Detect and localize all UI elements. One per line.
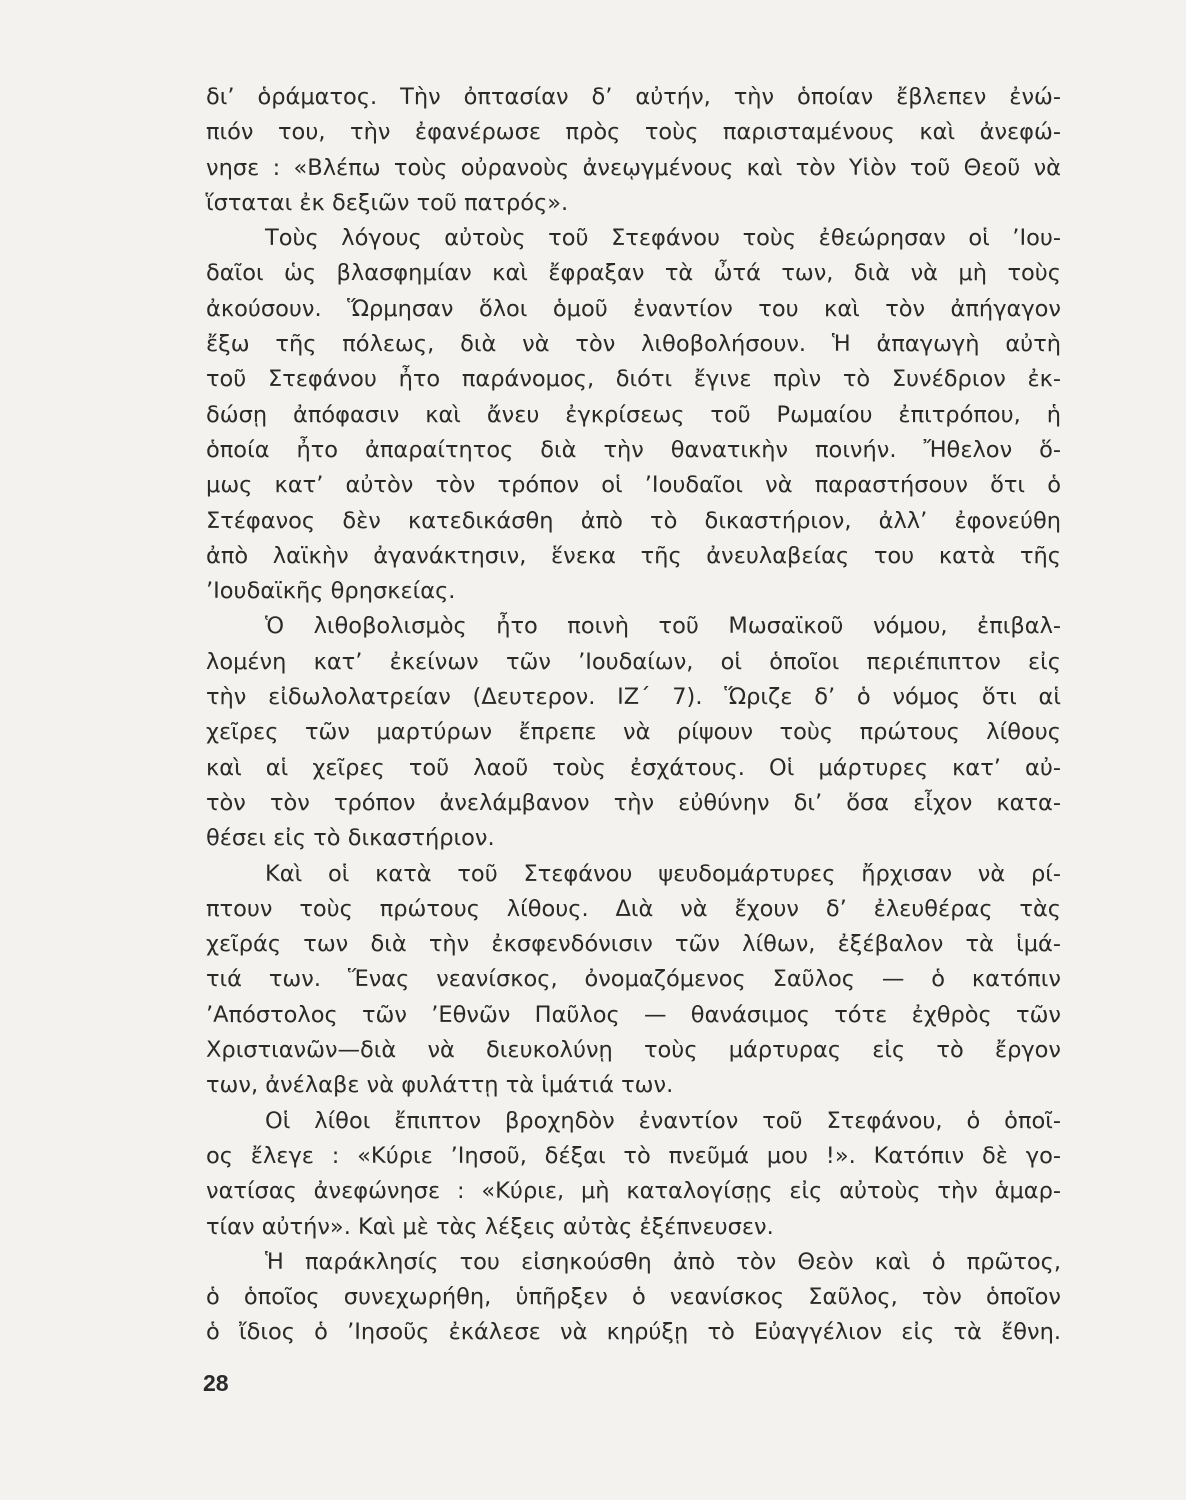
text-line: χεῖράς των διὰ τὴν ἐκσφενδόνισιν τῶν λίθων, ἐξέβαλον τὰ ἱμά-: [206, 931, 1061, 958]
text-line: τιά των. Ἕνας νεανίσκος, ὀνομαζόμενος Σαῦλος — ὁ κατόπιν: [206, 966, 1061, 993]
body-text: [206, 80, 1061, 1351]
text-line: ὁ ὁποῖος συνεχωρήθη, ὑπῆρξεν ὁ νεανίσκος Σαῦλος, τὸν ὁποῖον: [206, 1284, 1061, 1311]
text-line: ὁποία ἦτο ἀπαραίτητος διὰ τὴν θανατικὴν ποινήν. Ἤθελον ὅ-: [206, 436, 1061, 463]
text-line: ος ἔλεγε : «Κύριε ’Ιησοῦ, δέξαι τὸ πνεῦμά μου !». Κατόπιν δὲ γο-: [206, 1142, 1061, 1169]
text-line: πτουν τοὺς πρώτους λίθους. Διὰ νὰ ἔχουν δ’ ἐλευθέρας τὰς: [206, 895, 1061, 922]
text-line: Οἱ λίθοι ἔπιπτον βροχηδὸν ἐναντίον τοῦ Στεφάνου, ὁ ὁποῖ-: [265, 1107, 1061, 1134]
text-line: νατίσας ἀνεφώνησε : «Κύριε, μὴ καταλογίσῃς εἰς αὐτοὺς τὴν ἁμαρ-: [206, 1178, 1061, 1205]
text-line: ’Ιουδαϊκῆς θρησκείας.: [206, 578, 456, 605]
text-line: τίαν αὐτήν». Καὶ μὲ τὰς λέξεις αὐτὰς ἐξέπνευσεν.: [206, 1213, 774, 1240]
text-line: ἵσταται ἐκ δεξιῶν τοῦ πατρός».: [206, 189, 569, 216]
text-line: Ἡ παράκλησίς του εἰσηκούσθη ἀπὸ τὸν Θεὸν καὶ ὁ πρῶτος,: [265, 1248, 1061, 1275]
text-line: τὸν τὸν τρόπον ἀνελάμβανον τὴν εὐθύνην δι’ ὅσα εἶχον κατα-: [206, 789, 1061, 816]
text-line: ἀκούσουν. Ὥρμησαν ὅλοι ὁμοῦ ἐναντίον του καὶ τὸν ἀπήγαγον: [206, 295, 1061, 322]
text-line: Στέφανος δὲν κατεδικάσθη ἀπὸ τὸ δικαστήριον, ἀλλ’ ἐφονεύθη: [206, 507, 1061, 534]
page-number: 28: [203, 1370, 229, 1396]
text-line: τοῦ Στεφάνου ἦτο παράνομος, διότι ἔγινε πρὶν τὸ Συνέδριον ἐκ-: [206, 366, 1061, 393]
text-line: Ὁ λιθοβολισμὸς ἦτο ποινὴ τοῦ Μωσαϊκοῦ νόμου, ἐπιβαλ-: [265, 613, 1061, 640]
text-line: δαῖοι ὡς βλασφημίαν καὶ ἔφραξαν τὰ ὦτά των, διὰ νὰ μὴ τοὺς: [206, 260, 1061, 287]
text-line: λομένη κατ’ ἐκείνων τῶν ’Ιουδαίων, οἱ ὁποῖοι περιέπιπτον εἰς: [206, 648, 1061, 675]
text-line: ἀπὸ λαϊκὴν ἀγανάκτησιν, ἕνεκα τῆς ἀνευλαβείας του κατὰ τῆς: [206, 542, 1061, 569]
text-line: πιόν του, τὴν ἐφανέρωσε πρὸς τοὺς παρισταμένους καὶ ἀνεφώ-: [206, 119, 1061, 146]
text-line: νησε : «Βλέπω τοὺς οὐρανοὺς ἀνεῳγμένους καὶ τὸν Υἱὸν τοῦ Θεοῦ νὰ: [206, 154, 1061, 181]
text-line: Καὶ οἱ κατὰ τοῦ Στεφάνου ψευδομάρτυρες ἤρχισαν νὰ ρί-: [265, 860, 1061, 887]
text-line: μως κατ’ αὐτὸν τὸν τρόπον οἱ ’Ιουδαῖοι νὰ παραστήσουν ὅτι ὁ: [206, 472, 1061, 499]
text-line: δι’ ὁράματος. Τὴν ὀπτασίαν δ’ αὐτήν, τὴν ὁποίαν ἔβλεπεν ἐνώ-: [206, 84, 1061, 110]
text-line: τὴν εἰδωλολατρείαν (Δευτερον. ΙΖ΄ 7). Ὥριζε δ’ ὁ νόμος ὅτι αἱ: [206, 684, 1061, 711]
text-line: των, ἀνέλαβε νὰ φυλάττῃ τὰ ἱμάτιά των.: [206, 1072, 674, 1099]
text-line: ἔξω τῆς πόλεως, διὰ νὰ τὸν λιθοβολήσουν. Ἡ ἀπαγωγὴ αὐτὴ: [206, 331, 1061, 358]
text-line: Χριστιανῶν—διὰ νὰ διευκολύνῃ τοὺς μάρτυρας εἰς τὸ ἔργον: [206, 1037, 1061, 1064]
text-line: καὶ αἱ χεῖρες τοῦ λαοῦ τοὺς ἐσχάτους. Οἱ μάρτυρες κατ’ αὐ-: [206, 754, 1061, 781]
text-line: χεῖρες τῶν μαρτύρων ἔπρεπε νὰ ρίψουν τοὺς πρώτους λίθους: [206, 719, 1061, 746]
text-line: δώσῃ ἀπόφασιν καὶ ἄνευ ἐγκρίσεως τοῦ Ρωμαίου ἐπιτρόπου, ἡ: [206, 401, 1061, 428]
text-line: Τοὺς λόγους αὐτοὺς τοῦ Στεφάνου τοὺς ἐθεώρησαν οἱ ’Ιου-: [265, 225, 1061, 252]
text-line: ὁ ἴδιος ὁ ’Ιησοῦς ἐκάλεσε νὰ κηρύξῃ τὸ Εὐαγγέλιον εἰς τὰ ἔθνη.: [206, 1319, 1061, 1346]
text-line: θέσει εἰς τὸ δικαστήριον.: [206, 825, 495, 852]
text-line: ’Απόστολος τῶν ’Εθνῶν Παῦλος — θανάσιμος τότε ἐχθρὸς τῶν: [206, 1001, 1061, 1028]
